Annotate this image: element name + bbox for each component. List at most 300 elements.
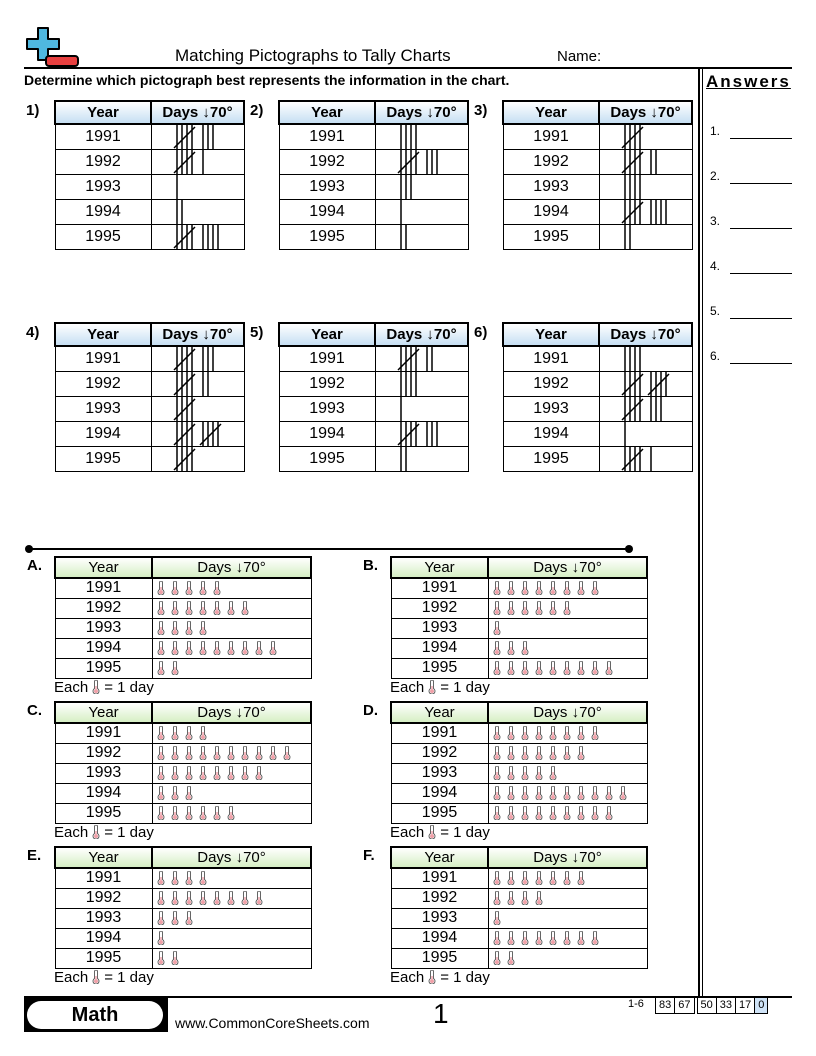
thermometer-icon — [591, 786, 599, 800]
year-cell: 1995 — [391, 658, 488, 678]
year-cell: 1992 — [503, 149, 599, 174]
key-suffix: = 1 day — [440, 824, 490, 841]
thermometer-icon — [577, 581, 585, 595]
answers-title: Answers — [706, 72, 791, 91]
answer-blank[interactable] — [730, 363, 792, 364]
year-cell: 1994 — [391, 638, 488, 658]
year-cell: 1993 — [279, 396, 375, 421]
pictograph-icons-cell — [488, 783, 647, 803]
key-prefix: Each — [54, 679, 89, 696]
thermometer-icon — [227, 641, 235, 655]
column-header-year: Year — [55, 101, 151, 124]
pictograph-label: C. — [27, 702, 42, 719]
subject-label: Math — [27, 1001, 163, 1029]
thermometer-icon — [493, 661, 501, 675]
table-row — [55, 578, 311, 598]
thermometer-icon — [549, 766, 557, 780]
year-cell: 1995 — [503, 446, 599, 471]
column-header-year: Year — [55, 323, 151, 346]
column-header-year: Year — [55, 847, 152, 868]
thermometer-icon — [171, 871, 179, 885]
year-cell: 1992 — [55, 888, 152, 908]
tally-cell — [151, 224, 244, 249]
thermometer-icon — [213, 806, 221, 820]
answer-blank[interactable] — [730, 228, 792, 229]
thermometer-icon — [241, 746, 249, 760]
thermometer-icon — [92, 825, 100, 839]
tally-cell — [375, 124, 468, 149]
thermometer-icon — [563, 746, 571, 760]
thermometer-icon — [605, 661, 613, 675]
thermometer-icon — [428, 680, 436, 694]
year-cell: 1992 — [55, 149, 151, 174]
thermometer-icon — [507, 786, 515, 800]
key-prefix: Each — [54, 969, 89, 986]
pictograph-icons-cell — [488, 618, 647, 638]
thermometer-icon — [493, 786, 501, 800]
pictograph-icons-cell — [152, 578, 311, 598]
thermometer-icon — [563, 726, 571, 740]
thermometer-icon — [493, 641, 501, 655]
thermometer-icon — [171, 891, 179, 905]
year-cell: 1993 — [391, 763, 488, 783]
thermometer-icon — [171, 661, 179, 675]
year-cell: 1992 — [55, 743, 152, 763]
score-box: 67 — [674, 997, 694, 1014]
thermometer-icon — [549, 931, 557, 945]
year-cell: 1993 — [391, 908, 488, 928]
table-row — [391, 598, 647, 618]
table-row — [55, 199, 244, 224]
tally-cell — [375, 149, 468, 174]
thermometer-icon — [493, 911, 501, 925]
thermometer-icon — [199, 766, 207, 780]
tally-cell — [599, 174, 692, 199]
thermometer-icon — [507, 931, 515, 945]
table-row — [279, 396, 468, 421]
thermometer-icon — [535, 601, 543, 615]
pictograph-icons-cell — [488, 723, 647, 743]
table-row — [503, 149, 692, 174]
table-row — [391, 908, 647, 928]
thermometer-icon — [185, 871, 193, 885]
tally-marks — [152, 397, 247, 422]
thermometer-icon — [619, 786, 627, 800]
table-row — [55, 174, 244, 199]
year-cell: 1993 — [55, 174, 151, 199]
table-row — [55, 658, 311, 678]
table-row — [55, 421, 244, 446]
thermometer-icon — [577, 931, 585, 945]
column-header-days: Days ↓70° — [152, 557, 311, 578]
column-header-year: Year — [503, 323, 599, 346]
thermometer-icon — [507, 726, 515, 740]
tally-marks — [152, 225, 247, 250]
key-prefix: Each — [54, 824, 89, 841]
year-cell: 1991 — [503, 124, 599, 149]
thermometer-icon — [171, 786, 179, 800]
thermometer-icon — [213, 746, 221, 760]
year-cell: 1995 — [55, 446, 151, 471]
year-cell: 1994 — [391, 783, 488, 803]
thermometer-icon — [185, 806, 193, 820]
thermometer-icon — [157, 661, 165, 675]
year-cell: 1995 — [55, 803, 152, 823]
thermometer-icon — [493, 726, 501, 740]
thermometer-icon — [255, 891, 263, 905]
year-cell: 1992 — [55, 371, 151, 396]
year-cell: 1995 — [55, 224, 151, 249]
column-header-year: Year — [391, 557, 488, 578]
tally-cell — [151, 371, 244, 396]
thermometer-icon — [157, 581, 165, 595]
year-cell: 1991 — [55, 868, 152, 888]
thermometer-icon — [493, 766, 501, 780]
year-cell: 1994 — [55, 199, 151, 224]
score-range-label: 1-6 — [628, 998, 644, 1010]
thermometer-icon — [493, 581, 501, 595]
year-cell: 1993 — [55, 763, 152, 783]
column-header-days: Days ↓70° — [151, 101, 244, 124]
thermometer-icon — [507, 766, 515, 780]
key-suffix: = 1 day — [104, 679, 154, 696]
score-boxes — [656, 997, 768, 1014]
pictograph-icons-cell — [152, 908, 311, 928]
column-header-days: Days ↓70° — [488, 557, 647, 578]
thermometer-icon — [549, 871, 557, 885]
thermometer-icon — [507, 746, 515, 760]
tally-cell — [375, 346, 468, 371]
answer-label: 6. — [710, 349, 721, 363]
tally-cell — [151, 396, 244, 421]
tally-marks — [376, 150, 471, 175]
tally-marks — [600, 125, 695, 150]
thermometer-icon — [521, 601, 529, 615]
thermometer-icon — [605, 786, 613, 800]
thermometer-icon — [577, 746, 585, 760]
thermometer-icon — [157, 931, 165, 945]
page-number: 1 — [433, 998, 449, 1029]
question-number: 6) — [474, 324, 488, 341]
year-cell: 1992 — [55, 598, 152, 618]
thermometer-icon — [241, 601, 249, 615]
pictograph-key — [390, 824, 490, 841]
table-row — [391, 638, 647, 658]
tally-marks — [152, 422, 247, 447]
score-box: 83 — [655, 997, 675, 1014]
question-number: 1) — [26, 102, 40, 119]
column-header-days: Days ↓70° — [375, 323, 468, 346]
thermometer-icon — [92, 680, 100, 694]
thermometer-icon — [199, 621, 207, 635]
tally-cell — [599, 421, 692, 446]
year-cell: 1992 — [503, 371, 599, 396]
tally-marks — [376, 200, 471, 225]
table-row — [391, 578, 647, 598]
question-number: 3) — [474, 102, 488, 119]
column-header-year: Year — [55, 702, 152, 723]
thermometer-icon — [185, 746, 193, 760]
table-row — [55, 598, 311, 618]
pictograph-label: E. — [27, 847, 42, 864]
pictograph-icons-cell — [488, 948, 647, 968]
year-cell: 1991 — [503, 346, 599, 371]
tally-cell — [151, 346, 244, 371]
year-cell: 1995 — [279, 446, 375, 471]
table-row — [55, 149, 244, 174]
tally-marks — [376, 372, 471, 397]
question-number: 5) — [250, 324, 264, 341]
thermometer-icon — [521, 931, 529, 945]
table-row — [55, 346, 244, 371]
pictograph-icons-cell — [152, 948, 311, 968]
thermometer-icon — [185, 641, 193, 655]
thermometer-icon — [171, 621, 179, 635]
tally-cell — [375, 199, 468, 224]
thermometer-icon — [493, 806, 501, 820]
website-link[interactable]: www.CommonCoreSheets.com — [175, 1015, 370, 1031]
answer-blank[interactable] — [730, 183, 792, 184]
thermometer-icon — [241, 641, 249, 655]
thermometer-icon — [157, 911, 165, 925]
table-row — [503, 199, 692, 224]
thermometer-icon — [535, 891, 543, 905]
thermometer-icon — [171, 951, 179, 965]
thermometer-icon — [171, 581, 179, 595]
answer-label: 3. — [710, 214, 721, 228]
pictograph-icons-cell — [488, 888, 647, 908]
tally-cell — [599, 371, 692, 396]
table-row — [391, 743, 647, 763]
thermometer-icon — [157, 891, 165, 905]
column-header-days: Days ↓70° — [375, 101, 468, 124]
column-header-days: Days ↓70° — [488, 847, 647, 868]
thermometer-icon — [563, 871, 571, 885]
tally-marks — [152, 347, 247, 372]
pictograph-label: B. — [363, 557, 378, 574]
table-row — [55, 638, 311, 658]
thermometer-icon — [577, 871, 585, 885]
pictograph-table — [390, 556, 648, 679]
name-label: Name: — [557, 48, 602, 65]
column-header-year: Year — [279, 101, 375, 124]
answer-blank[interactable] — [730, 273, 792, 274]
year-cell: 1994 — [279, 421, 375, 446]
thermometer-icon — [563, 786, 571, 800]
table-row — [279, 346, 468, 371]
table-row — [279, 199, 468, 224]
answer-label: 2. — [710, 169, 721, 183]
thermometer-icon — [428, 825, 436, 839]
tally-chart — [54, 100, 245, 250]
thermometer-icon — [591, 806, 599, 820]
thermometer-icon — [577, 786, 585, 800]
pictograph-table — [390, 701, 648, 824]
tally-cell — [151, 124, 244, 149]
thermometer-icon — [549, 786, 557, 800]
thermometer-icon — [283, 746, 291, 760]
table-row — [55, 224, 244, 249]
thermometer-icon — [227, 766, 235, 780]
top-rule — [24, 67, 792, 69]
thermometer-icon — [577, 806, 585, 820]
thermometer-icon — [521, 641, 529, 655]
pictograph-icons-cell — [488, 743, 647, 763]
thermometer-icon — [563, 581, 571, 595]
tally-marks — [376, 347, 471, 372]
key-prefix: Each — [390, 969, 425, 986]
thermometer-icon — [507, 871, 515, 885]
tally-marks — [152, 447, 247, 472]
table-row — [391, 888, 647, 908]
tally-marks — [600, 150, 695, 175]
thermometer-icon — [535, 726, 543, 740]
column-header-days: Days ↓70° — [599, 323, 692, 346]
pictograph-icons-cell — [488, 908, 647, 928]
thermometer-icon — [577, 661, 585, 675]
pictograph-icons-cell — [152, 763, 311, 783]
question-number: 2) — [250, 102, 264, 119]
answer-blank[interactable] — [730, 138, 792, 139]
answer-blank[interactable] — [730, 318, 792, 319]
thermometer-icon — [171, 601, 179, 615]
thermometer-icon — [157, 601, 165, 615]
pictograph-icons-cell — [488, 578, 647, 598]
thermometer-icon — [157, 786, 165, 800]
thermometer-icon — [171, 911, 179, 925]
tally-marks — [376, 125, 471, 150]
tally-chart — [502, 322, 693, 472]
thermometer-icon — [591, 661, 599, 675]
year-cell: 1992 — [279, 371, 375, 396]
column-header-year: Year — [55, 557, 152, 578]
year-cell: 1991 — [391, 723, 488, 743]
thermometer-icon — [591, 931, 599, 945]
thermometer-icon — [199, 746, 207, 760]
pictograph-icons-cell — [152, 928, 311, 948]
table-row — [55, 868, 311, 888]
thermometer-icon — [521, 661, 529, 675]
thermometer-icon — [577, 726, 585, 740]
year-cell: 1994 — [503, 421, 599, 446]
thermometer-icon — [493, 601, 501, 615]
table-row — [55, 928, 311, 948]
thermometer-icon — [199, 891, 207, 905]
table-row — [503, 124, 692, 149]
pictograph-icons-cell — [488, 928, 647, 948]
thermometer-icon — [535, 581, 543, 595]
thermometer-icon — [199, 806, 207, 820]
tally-chart — [278, 100, 469, 250]
column-header-year: Year — [279, 323, 375, 346]
pictograph-icons-cell — [488, 803, 647, 823]
tally-cell — [151, 149, 244, 174]
answer-column-divider-inner — [702, 67, 703, 997]
tally-marks — [600, 422, 695, 447]
key-prefix: Each — [390, 824, 425, 841]
pictograph-icons-cell — [152, 598, 311, 618]
pictograph-label: D. — [363, 702, 378, 719]
thermometer-icon — [521, 726, 529, 740]
tally-marks — [376, 447, 471, 472]
thermometer-icon — [241, 891, 249, 905]
answer-label: 5. — [710, 304, 721, 318]
table-row — [391, 948, 647, 968]
key-suffix: = 1 day — [104, 824, 154, 841]
thermometer-icon — [171, 726, 179, 740]
key-prefix: Each — [390, 679, 425, 696]
tally-cell — [375, 224, 468, 249]
question-number: 4) — [26, 324, 40, 341]
section-divider — [28, 548, 629, 550]
divider-endpoint — [625, 545, 633, 553]
pictograph-icons-cell — [488, 638, 647, 658]
subject-badge — [24, 998, 168, 1032]
thermometer-icon — [521, 871, 529, 885]
table-row — [279, 421, 468, 446]
year-cell: 1994 — [55, 928, 152, 948]
tally-cell — [151, 199, 244, 224]
thermometer-icon — [185, 601, 193, 615]
tally-cell — [599, 199, 692, 224]
table-row — [503, 371, 692, 396]
pictograph-icons-cell — [488, 763, 647, 783]
year-cell: 1993 — [55, 618, 152, 638]
thermometer-icon — [563, 601, 571, 615]
thermometer-icon — [255, 746, 263, 760]
tally-chart — [278, 322, 469, 472]
year-cell: 1993 — [391, 618, 488, 638]
year-cell: 1994 — [279, 199, 375, 224]
thermometer-icon — [227, 806, 235, 820]
key-suffix: = 1 day — [440, 969, 490, 986]
table-row — [55, 763, 311, 783]
table-row — [279, 371, 468, 396]
tally-marks — [376, 175, 471, 200]
pictograph-table — [54, 556, 312, 679]
thermometer-icon — [241, 766, 249, 780]
thermometer-icon — [535, 806, 543, 820]
tally-marks — [600, 397, 695, 422]
tally-cell — [375, 371, 468, 396]
thermometer-icon — [185, 786, 193, 800]
pictograph-icons-cell — [152, 618, 311, 638]
thermometer-icon — [549, 746, 557, 760]
pictograph-icons-cell — [152, 743, 311, 763]
table-row — [55, 743, 311, 763]
pictograph-icons-cell — [152, 803, 311, 823]
pictograph-table — [54, 701, 312, 824]
thermometer-icon — [549, 726, 557, 740]
table-row — [391, 783, 647, 803]
thermometer-icon — [535, 766, 543, 780]
column-header-days: Days ↓70° — [599, 101, 692, 124]
thermometer-icon — [157, 951, 165, 965]
thermometer-icon — [255, 766, 263, 780]
tally-marks — [600, 447, 695, 472]
thermometer-icon — [549, 661, 557, 675]
year-cell: 1994 — [391, 928, 488, 948]
table-row — [279, 149, 468, 174]
thermometer-icon — [185, 726, 193, 740]
thermometer-icon — [199, 601, 207, 615]
column-header-year: Year — [391, 702, 488, 723]
thermometer-icon — [185, 911, 193, 925]
pictograph-table — [54, 846, 312, 969]
year-cell: 1994 — [503, 199, 599, 224]
thermometer-icon — [535, 931, 543, 945]
thermometer-icon — [157, 871, 165, 885]
